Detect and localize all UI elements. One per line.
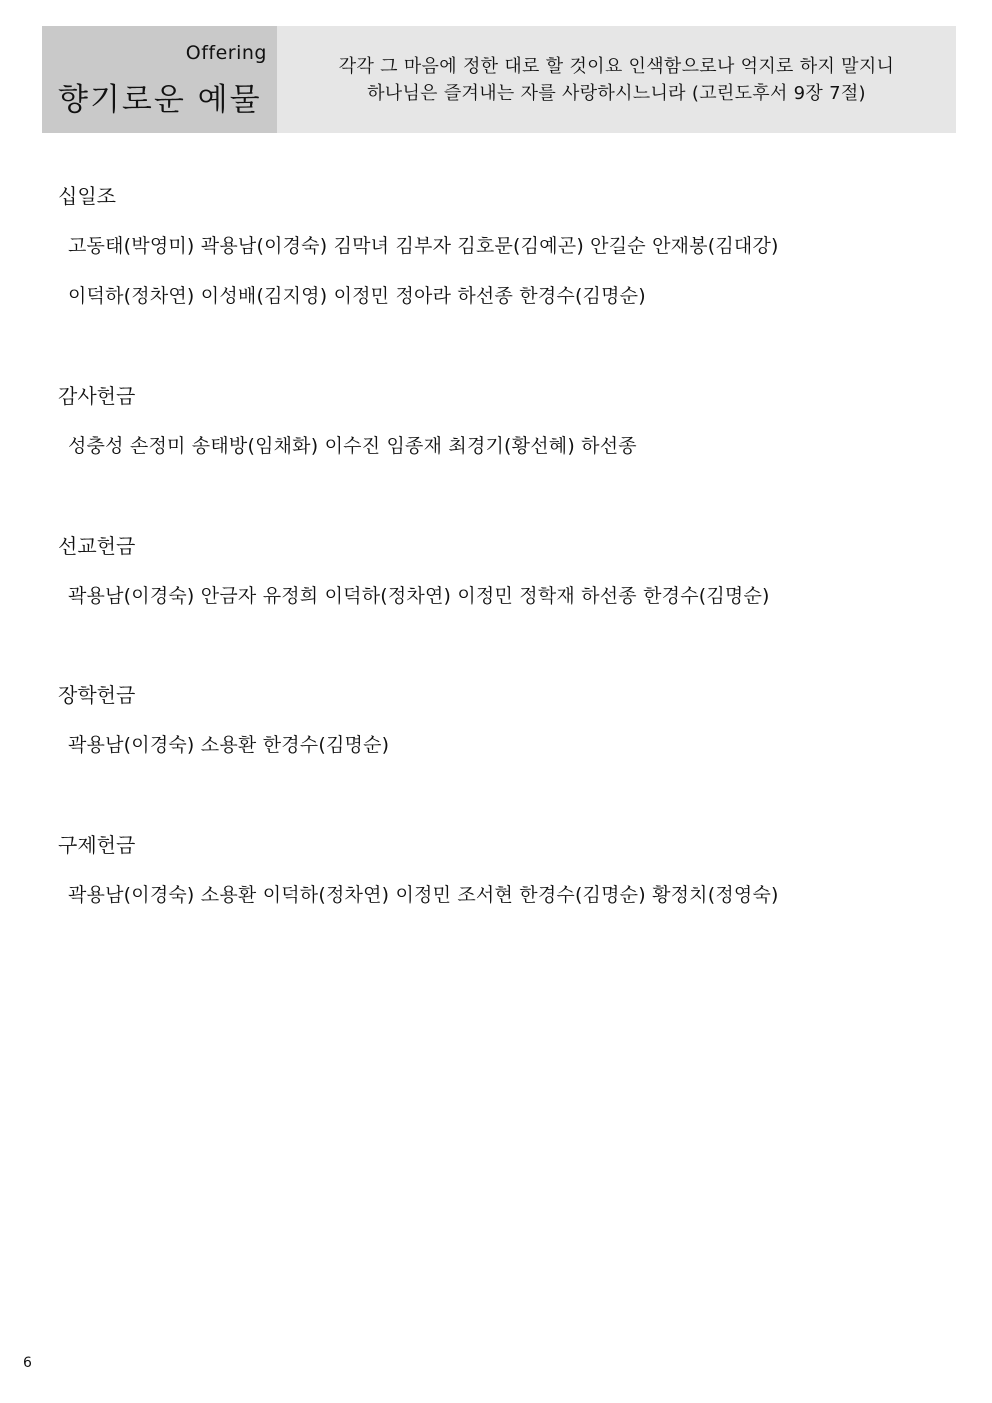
- donor-list-line: 곽용남(이경숙) 소용환 이덕하(정차연) 이정민 조서현 한경수(김명순) 황정치(정영숙): [68, 884, 779, 906]
- section-mission-offering: [58, 531, 948, 611]
- scripture-verse: [277, 26, 956, 133]
- donor-list-line: 성충성 손정미 송태방(임채화) 이수진 임종재 최경기(황선혜) 하선종: [68, 435, 637, 457]
- section-heading: 장학헌금: [58, 683, 136, 707]
- english-title: Offering: [185, 42, 267, 64]
- section-heading: 감사헌금: [58, 384, 136, 408]
- section-scholarship-offering: [58, 680, 948, 760]
- korean-title: 향기로운 예물: [58, 82, 262, 118]
- header-title-box: [42, 26, 277, 133]
- section-tithe: [58, 181, 948, 311]
- donor-list-line: 이덕하(정차연) 이성배(김지영) 이정민 정아라 하선종 한경수(김명순): [68, 285, 646, 307]
- donor-list-line: 곽용남(이경숙) 안금자 유정희 이덕하(정차연) 이정민 정학재 하선종 한경수(김명순): [68, 585, 770, 607]
- donor-list-line: 고동태(박영미) 곽용남(이경숙) 김막녀 김부자 김호문(김예곤) 안길순 안재봉(김대강): [68, 235, 779, 257]
- page-number: 6: [23, 1355, 32, 1371]
- section-heading: 구제헌금: [58, 833, 136, 857]
- section-relief-offering: [58, 830, 948, 910]
- section-thanksgiving-offering: [58, 381, 948, 461]
- verse-line-1: 각각 그 마음에 정한 대로 할 것이요 인색함으로나 억지로 하지 말지니: [338, 55, 895, 77]
- verse-line-2: 하나님은 즐겨내는 자를 사랑하시느니라 (고린도후서 9장 7절): [367, 82, 866, 104]
- donor-list-line: 곽용남(이경숙) 소용환 한경수(김명순): [68, 734, 390, 756]
- section-heading: 십일조: [58, 184, 116, 208]
- section-heading: 선교헌금: [58, 534, 136, 558]
- offering-header: [42, 26, 956, 133]
